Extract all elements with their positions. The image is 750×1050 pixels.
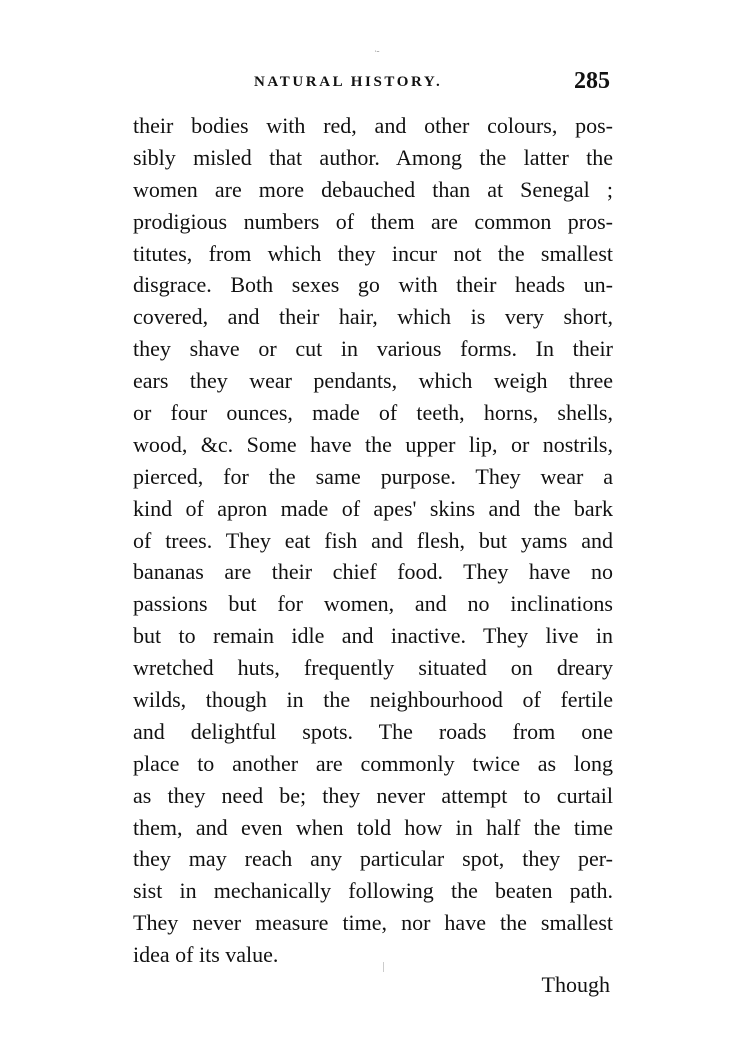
text-line: sist in mechanically following the beaten path. [133, 878, 613, 904]
text-line: women are more debauched than at Senegal ; [133, 176, 613, 202]
text-line: prodigious numbers of them are common pros- [133, 208, 613, 234]
page-number: 285 [574, 68, 610, 94]
text-line: place to another are commonly twice as long [133, 750, 613, 776]
text-line: they shave or cut in various forms. In their [133, 336, 613, 362]
text-line: bananas are their chief food. They have no [133, 559, 613, 585]
text-line: ears they wear pendants, which weigh three [133, 368, 613, 394]
text-line: their bodies with red, and other colours, pos- [133, 113, 613, 138]
text-line: kind of apron made of apes' skins and the bark [133, 495, 613, 521]
text-line: or four ounces, made of teeth, horns, shells, [133, 400, 613, 426]
ink-mark [383, 962, 384, 972]
text-line: pierced, for the same purpose. They wear a [133, 463, 613, 489]
text-line: disgrace. Both sexes go with their heads un- [133, 272, 613, 298]
text-line: titutes, from which they incur not the smallest [133, 240, 613, 266]
text-line: and delightful spots. The roads from one [133, 718, 613, 744]
text-line: them, and even when told how in half the time [133, 814, 613, 840]
text-line: wretched huts, frequently situated on dreary [133, 655, 613, 681]
text-line: they may reach any particular spot, they per- [133, 846, 613, 872]
ink-speck: ˙ˉ [374, 49, 380, 58]
body-text [133, 110, 613, 971]
text-line: of trees. They eat fish and flesh, but yams and [133, 527, 613, 553]
text-line: but to remain idle and inactive. They live in [133, 623, 613, 649]
text-line: passions but for women, and no inclinations [133, 591, 613, 617]
text-line: idea of its value. [133, 942, 279, 968]
catchword: Though [541, 972, 610, 997]
text-line: wood, &c. Some have the upper lip, or nostrils, [133, 431, 613, 457]
running-title: NATURAL HISTORY. [254, 74, 443, 90]
text-line: They never measure time, nor have the smallest [133, 910, 613, 936]
text-line: as they need be; they never attempt to curtail [133, 782, 613, 808]
text-line: covered, and their hair, which is very short, [133, 304, 613, 330]
running-head [254, 68, 610, 98]
text-line: wilds, though in the neighbourhood of fertile [133, 687, 613, 713]
text-line: sibly misled that author. Among the latter the [133, 144, 613, 170]
